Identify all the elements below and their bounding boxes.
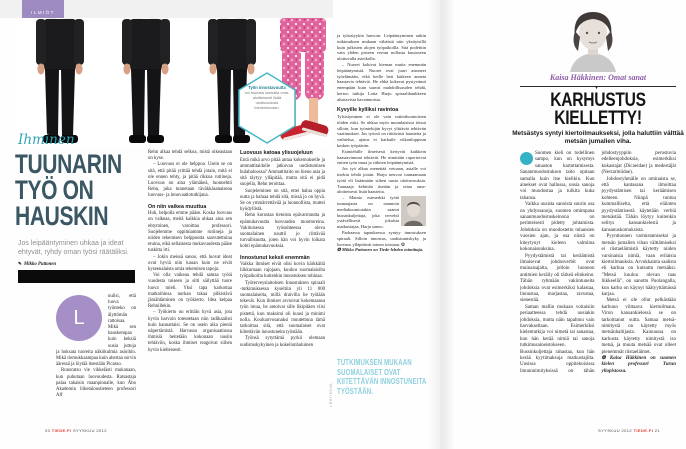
section-tab: [22, 0, 64, 18]
column-kicker: Kaisa Häkkinen: Omat sanat: [549, 73, 647, 82]
subhead: Luovuus katoaa ylisuojeluun: [240, 150, 313, 156]
black-bar: [18, 270, 135, 283]
hexagon-note: [237, 72, 297, 144]
subhead: Innostunut keksii enemmän: [240, 254, 310, 261]
body-paragraph: Suojeleminen on sitä, ettei halua oppia uutta ja haluaa tehdä sitä, missä jo on hyvä. Se on ymmärrettävää ja luonnollista, muttei hyödyllistä.: [240, 188, 325, 213]
headline-line: TUUNARIN: [15, 149, 122, 179]
body-paragraph: Runoratsu vie vikkelästi mukanaan, kun puhutaan luovuudesta. Ratsastaja palaa takaisin maanpinnalle, kun Åbo Akademin liiketaloustieteen professori Alf: [56, 368, 136, 399]
body-column-3: [240, 150, 325, 428]
category-script: Ihminen: [18, 132, 75, 148]
hexagon-note-lead: Työn innostavuutta: [248, 85, 286, 90]
body-paragraph: Rehn alkaa tehdä selkoa, mistä oikeastaan on kyse.: [148, 150, 232, 162]
subhead: On niin vaikea muuttua: [148, 203, 207, 210]
dropcap-circle: L: [56, 295, 102, 341]
brand: TIEDE.FI: [633, 428, 654, 433]
author-portrait-sketch: [401, 196, 426, 226]
column-headline: [508, 92, 686, 128]
body-paragraph: Saman mallin mukaan voitaisiin periaatteessa tehdä uusiakin johdoksia, mutta näin tapahtuu vain harvakseltaan. Esimerkiksi kielentutkija voi nimetä tai sanastaa, kun hän kerää nimiä tai sanoja tutkimusaineistokseen. Bussinkuljettaja rahastaa, kun hän kerää kyytimaksuja matkustajilta. Uusissa oppitekoisissa linnunnimityksissä on tähän johdostyyppiin perustuvia edelleenjohdoksia, esimerkiksi kukastajat (Dicaeidae) ja medestäjät (Nectariniidae).: [520, 151, 676, 374]
pen-icon: ✎: [18, 261, 22, 266]
hexagon-note-rest: voi tuunata luomalla oma-aloitteisesti lisää ulottuvuuksia toimenkuvaan.: [244, 90, 290, 110]
body-paragraph: – Jokin meissä sanoo, että luovat ideat ovat hyviä niin kauan kuin ne eivät kyseenalaista omia tekemisen tapoja.: [148, 254, 232, 272]
body-paragraph: Jos työ alkaa menettää vetoaan, asialle voi itsekin tehdä jotain. Harju neuvoo tuunaamaan työtä eli lisäämään siihen uusia ulottuvuuksia. Tuunaaja kehittää itseään ja ottaa oma-aloitteisesti lisää haasteita.: [337, 166, 426, 195]
body-column-4: [337, 33, 426, 359]
author-signature: ❂ Mikko Puttonen on Tiede-lehden toimittaja.: [337, 247, 424, 253]
column-intro: Metsästys syntyi kiertoilmaukseksi, jolla haluttiin välttää metsän jumalien viha.: [512, 130, 684, 145]
body-paragraph: Rehn korostaa tietoista epävarmuutta ja epämukavuutta luovuuden moottoreina. Vakituisessa työsuhteessa oleva suomalainen nauttii jo riittävää turvallisuutta, joten hän voi hyvin loikata kohti epämukavuuksia.: [240, 213, 325, 250]
body-paragraph: – Luovuus ei ole helppoa. Usein se on sitä, että pitää yrittää tehdä jotain, mitä ei ole ennen tehty, ja pitää rikkoa rutiineja. Luovuus on aina ylämäkeä, luonnehtii Rehn, joka tunnetaan räväkkäsanaisena luovuus- ja innovaatiotutkijana.: [148, 162, 232, 199]
body-paragraph: Johdosryhmälle on ominaista se, että kantasana ilmoittaa pyydystämisen tai keräämisen kohteen. Niinpä tuntuu kummalliselta, että eläinten pyydystämisestä käytetään verbiä metsästää. Tähän löytyy kuitenkin selitys kansankielestä ja kansanuskomuksista.: [601, 176, 676, 233]
brand: TIEDE.FI: [51, 428, 72, 433]
standfirst: Jos leipääntyminen uhkaa ja ideat ehtyvät, ryhdy oman työsi räätäliksi.: [18, 240, 129, 256]
body-column-2: [148, 150, 232, 428]
photo-credit: LEHTIKUVA: [329, 383, 333, 407]
dropcap-dot: [520, 152, 533, 165]
footer-right: [598, 428, 660, 433]
body-paragraph: Metsä ei ole ollut pelkästään karhuun viittaava kiertoilmaus. Viron kansankielessä se on tarkoittanut sutta. Samaa metsä-nimitystä on käytetty myös metsänhaltijasta. Kainuussa on karhusta käytetty nimitystä iso metsä, ja muuta metsää ovat olleet pienemmät riistaeläimet.: [601, 298, 676, 355]
body-paragraph: Esimiehille ilmeisesti kertyvät kaikkein haastavimmat tehtävät. He nimittäin raportoivat eniten työn imua ja vähiten leipääntymistä.: [337, 148, 426, 166]
body-paragraph: Pyydystämistä tai keräämistä ilmaisevat johdosverbit ovat muinaisajalta, jolloin luonnon antimien keräily oli tärkeä elinkeino. Tähän ryhmään vakiintuneita johdoksia ovat esimerkiksi kalastaa, linnustaa, marjastaa, ravustaa, sienestää.: [520, 253, 595, 304]
body-paragraph: Voi olla vaikeaa tehdä samaa työtä vuodesta toiseen ja silti säilyttää tuore luova mieli. Yksi tapa karkottaa matkoihinsa nurkan takaa pilkistävä jämähtäminen on työkierto. Idea kelpaa Rehnillekin.: [148, 273, 232, 310]
body-paragraph: Pyyntionnen varmistamiseksi ja metsän jumalien vihan välttämiseksi ei riistaeläimistä käytetty niiden varsinaisia nimiä, vaan erilaisia kiertoilmauksia. Arvokkainta saalista eli karhua on kutsuttu metsäksi. ”Metsä kuuluu olevan taas liikkeellä”, on sanottu Puolangalla, kun karhu on käynyt häätyyttämässä karjaa.: [601, 234, 676, 297]
headline-line: TYÖ ON: [15, 175, 94, 205]
body-paragraph: Parhaassa tapauksessa syntyy innostuksen spiraali. Silloin innostus, uudistumiskyky ja luovuus ylläpitävät toinen toisiaan. ❂: [337, 230, 426, 247]
byline-author: Mikko Puttonen: [23, 262, 57, 267]
issue: SYYSKUU 2012: [72, 428, 107, 433]
suit-man-1: [36, 18, 84, 143]
triangle-down-icon: ▼: [594, 86, 599, 91]
suit-man-2: [122, 18, 170, 143]
header-rule: [520, 86, 676, 91]
columnist-portrait-sketch: [562, 9, 624, 72]
page-number: 21: [654, 428, 660, 433]
body-paragraph: Työterveyslaitoksen Innostuksen spiraali -tutkimuksessa kyseltiin yli 11 000 suomalaiselta, millä draivilla he työtään tekevät. Kun ihmiset arvioivat kokemaansa työn imua, he antoivat sille likipitäen viisi pistettä, kun maksimi oli kuusi ja minimi nolla. Kouluarvosanaksi muutettuna tämä tarkoittaa sitä, että suomalaiset ovat kiitettävän innostuneita työstään.: [240, 280, 325, 336]
subhead: Kyvyille kylliksi ravintoa: [337, 106, 399, 113]
byline: [18, 261, 56, 267]
body-paragraph: Entä mikä arvo pitää antaa kokemukselle ja ammattitaidolle jatkuvan uudistumisen hulabaloossa? Ammattitaito on hieno asia ja sitä täytyy ylläpitää, mutta sitä ei pidä suojella, Rehn teroittaa.: [240, 157, 325, 188]
body-paragraph: – Työkierto on erittäin hyvä asia, jota hyvin harvoin toteutetaan niin radikaalisti kuin kannattaisi. Se on usein aika pientä näpertämistä. Harvassa organisaatiossa ihmisiä heitetään kokonaan uusiin tehtäviin, koska ihmiset reagoivat siihen hyvin kielteisesti.: [148, 310, 232, 353]
pull-quote: TUTKIMUKSEN MUKAAN SUOMALAISET OVAT KIITETTÄVÄN INNOSTUNEITA TYÖSTÄÄN.: [337, 357, 427, 396]
page-gutter: [427, 0, 455, 449]
article-headline: [15, 151, 144, 229]
section-tab-label: ILMIÖT: [31, 10, 55, 15]
hexagon-note-text: [244, 85, 290, 110]
author-portrait: [401, 196, 426, 226]
dropcap-wrap: [56, 295, 105, 344]
body-paragraph: Vaikka uusista sanoista suurin osa on yhdyssanoja, suomen omimpana sananmuodostuskeinona on perinteisesti pidetty johtamista. Johdoksia on muodostettu tuhansien vuosien ajan, ja osa niistä on kiteytynyt kieleen valmiina kokonaisuuksina.: [520, 202, 595, 253]
body-paragraph: – Mainio esimerkki työtä tuunaajasta on taannoin mediahuomiotakin saanut bussinkuljettaja, joka tervehti ystävällisesti jokaista matkustajaa, Harju sanoo.: [337, 195, 399, 230]
page-number: 20: [45, 428, 51, 433]
body-column-1: [56, 294, 136, 426]
headline-line: KIELLETTY!: [554, 108, 642, 129]
footer-left: [45, 428, 107, 433]
body-paragraph: – Nuoret kokivat hieman muita enemmän leipääntymistä. Nuoret ovat juuri astuneet työelämään, eikä heille heti kärkeen anneta haastavia tehtäviä. He ehkä kokevat pystyvänsä enempään kuin saavat mahdollisuuden tehdä, kertoo tutkija Lotta Harju spiraalihankkeen alustavista havainnoista.: [337, 61, 426, 102]
headline-line: HAUSKIN: [15, 201, 109, 231]
body-paragraph: Tylsistyminen ei ole vain rutiiniluontoisten töiden riski. Se uhkaa myös muunlaisissa töissä silloin, kun työntekijän kyvyt ylittävät tehtävän vaatimukset. Jos työssä on riittävästi haasteita ja vaihtelua, ajatus ei karkaile viikonloppuun kesken työpäivän.: [337, 114, 426, 149]
body-paragraph: Vaikka ihmiset eivät olisi kovin kärkkäitä liikkumaan rajojaan, kuuluu suomalaisilta työpaikoilta kuitenkin innostuksen tohinaa.: [240, 262, 325, 280]
issue: SYYSKUU 2012: [598, 428, 633, 433]
body-paragraph: ja tylsistyykin harvoin. Leipääntyminen onkin tutkimuksen mukaan vähäistä niin yksityisillä kuin julkisten alojen työpaikoilla. Sitä podettiin vain yhden pisteen verran nollasta kuutoseen ulottuvalla asteikolla.: [337, 33, 426, 62]
body-paragraph: Suomen kieli on todellinen sampo, kun on kysymys sanaston kartuttamisesta. Sananmuodostuksen taito opitaan samalla kuin itse kielikin. Kun ainekset ovat hallussa, uusia sanoja voi muodostaa ja tulkita kuka tahansa.: [520, 151, 595, 201]
column-body: [520, 151, 676, 375]
body-paragraph: Työnsä sytyttämä pyrkii olemaan uudistuskykyinen ja kokeilunhaluinen: [240, 336, 325, 348]
author-signature: ❂ Kaisa Häkkinen on suomen kielen professori Turun yliopistossa.: [601, 356, 676, 374]
headline-line: KARHUSTUS: [550, 90, 646, 111]
columnist-portrait: [562, 9, 624, 72]
body-paragraph: Huh, helpolla emme pääse. Koska luovuus on vaikeaa, meitä kaikkia uhkaa aina sen ehtyminen, varoittaa professori. Suojelemme oppimiamme rutiineja ja niiden tekemisen helppoutta saavutettuina etuina, eikä sellaisesta mukavuudesta pääse tuskitta irti.: [148, 211, 232, 254]
body-paragraph: uulisi, että luova työnteko on älyttömän rattoisaa. Mikä sen hauskempaa kuin keksiä uusia juttuja ja hoksata tuoreita näkökulmia asioihin. Mikä riemukkaampaa kuin ahertaa sorvin ääressä ja löytää itsestään Picasso.: [56, 294, 136, 368]
